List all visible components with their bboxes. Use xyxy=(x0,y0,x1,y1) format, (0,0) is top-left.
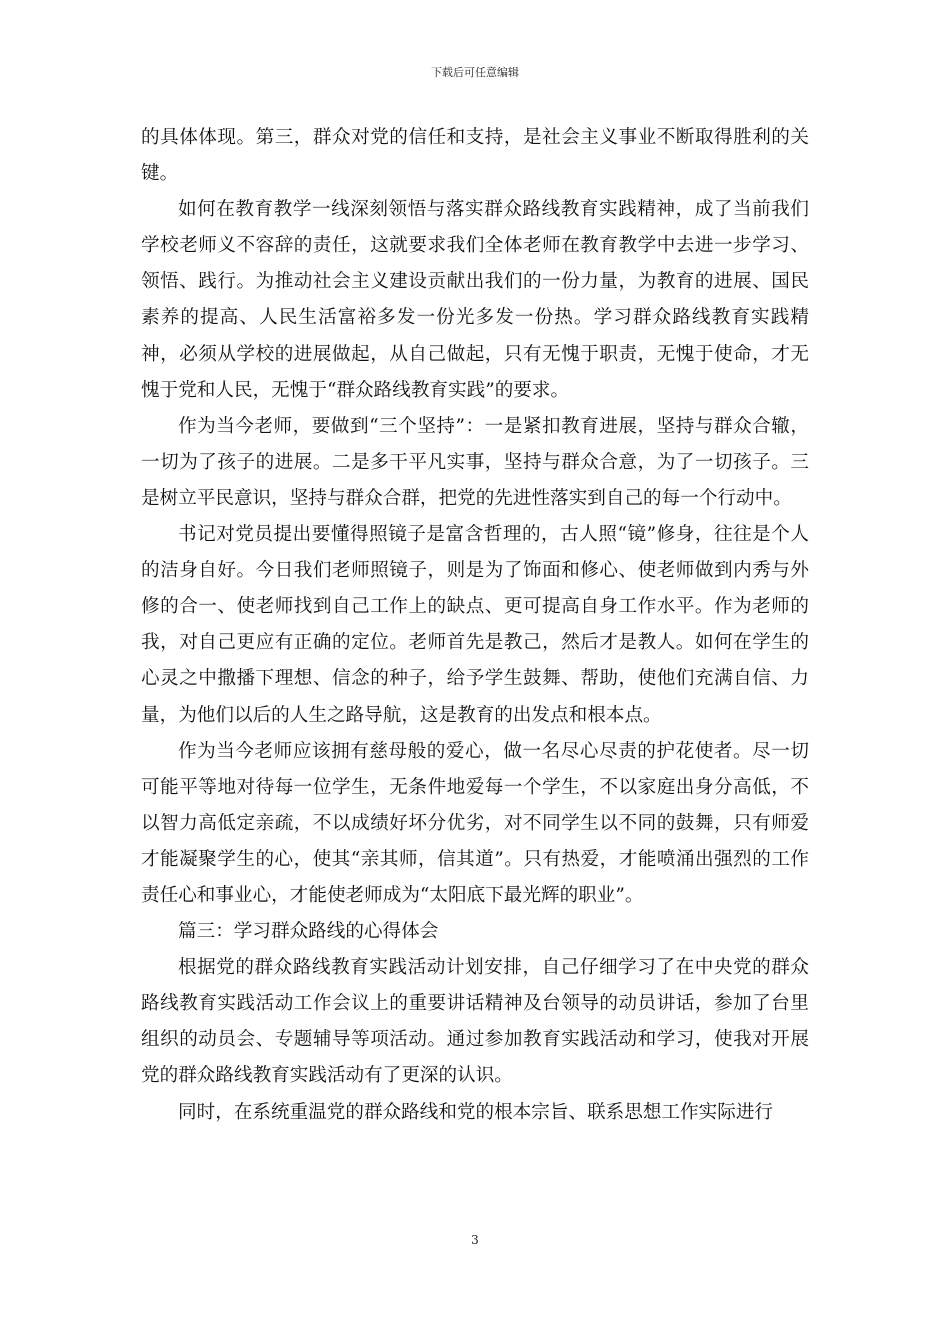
paragraph: 作为当今老师应该拥有慈母般的爱心，做一名尽心尽责的护花使者。尽一切可能平等地对待每一位学生，无条件地爱每一个学生，不以家庭出身分高低，不以智力高低定亲疏，不以成绩好坏分优劣，对不同学生以不同的鼓舞，只有师爱才能凝聚学生的心，使其“亲其师，信其道”。只有热爱，才能喷涌出强烈的工作责任心和事业心，才能使老师成为“太阳底下最光辉的职业”。 xyxy=(141,740,809,906)
paragraph: 作为当今老师，要做到“三个坚持”：一是紧扣教育进展，坚持与群众合辙，一切为了孩子的进展。二是多干平凡实事，坚持与群众合意，为了一切孩子。三是树立平民意识，坚持与群众合群，把党的先进性落实到自己的每一个行动中。 xyxy=(141,415,809,509)
page-header: 下载后可任意编辑 xyxy=(431,66,519,79)
paragraph: 的具体体现。第三，群众对党的信任和支持，是社会主义事业不断取得胜利的关键。 xyxy=(141,127,809,185)
section-heading: 篇三：学习群众路线的心得体会 xyxy=(178,921,439,943)
paragraph: 书记对党员提出要懂得照镜子是富含哲理的，古人照“镜”修身，往往是个人的洁身自好。今日我们老师照镜子，则是为了饰面和修心、使老师做到内秀与外修的合一、使老师找到自己工作上的缺点、更可提高自身工作水平。作为老师的我，对自己更应有正确的定位。老师首先是教己，然后才是教人。如何在学生的心灵之中撒播下理想、信念的种子，给予学生鼓舞、帮助，使他们充满自信、力量，为他们以后的人生之路导航，这是教育的出发点和根本点。 xyxy=(141,524,809,726)
page-number: 3 xyxy=(471,1233,479,1247)
paragraph: 同时，在系统重温党的群众路线和党的根本宗旨、联系思想工作实际进行 xyxy=(178,1101,774,1123)
paragraph: 如何在教育教学一线深刻领悟与落实群众路线教育实践精神，成了当前我们学校老师义不容辞的责任，这就要求我们全体老师在教育教学中去进一步学习、领悟、践行。为推动社会主义建设贡献出我们的一份力量，为教育的进展、国民素养的提高、人民生活富裕多发一份光多发一份热。学习群众路线教育实践精神，必须从学校的进展做起，从自己做起，只有无愧于职责，无愧于使命，才无愧于党和人民，无愧于“群众路线教育实践”的要求。 xyxy=(141,199,809,401)
document-body xyxy=(141,120,809,1131)
paragraph: 根据党的群众路线教育实践活动计划安排，自己仔细学习了在中央党的群众路线教育实践活动工作会议上的重要讲话精神及台领导的动员讲话，参加了台里组织的动员会、专题辅导等项活动。通过参加教育实践活动和学习，使我对开展党的群众路线教育实践活动有了更深的认识。 xyxy=(141,957,809,1087)
